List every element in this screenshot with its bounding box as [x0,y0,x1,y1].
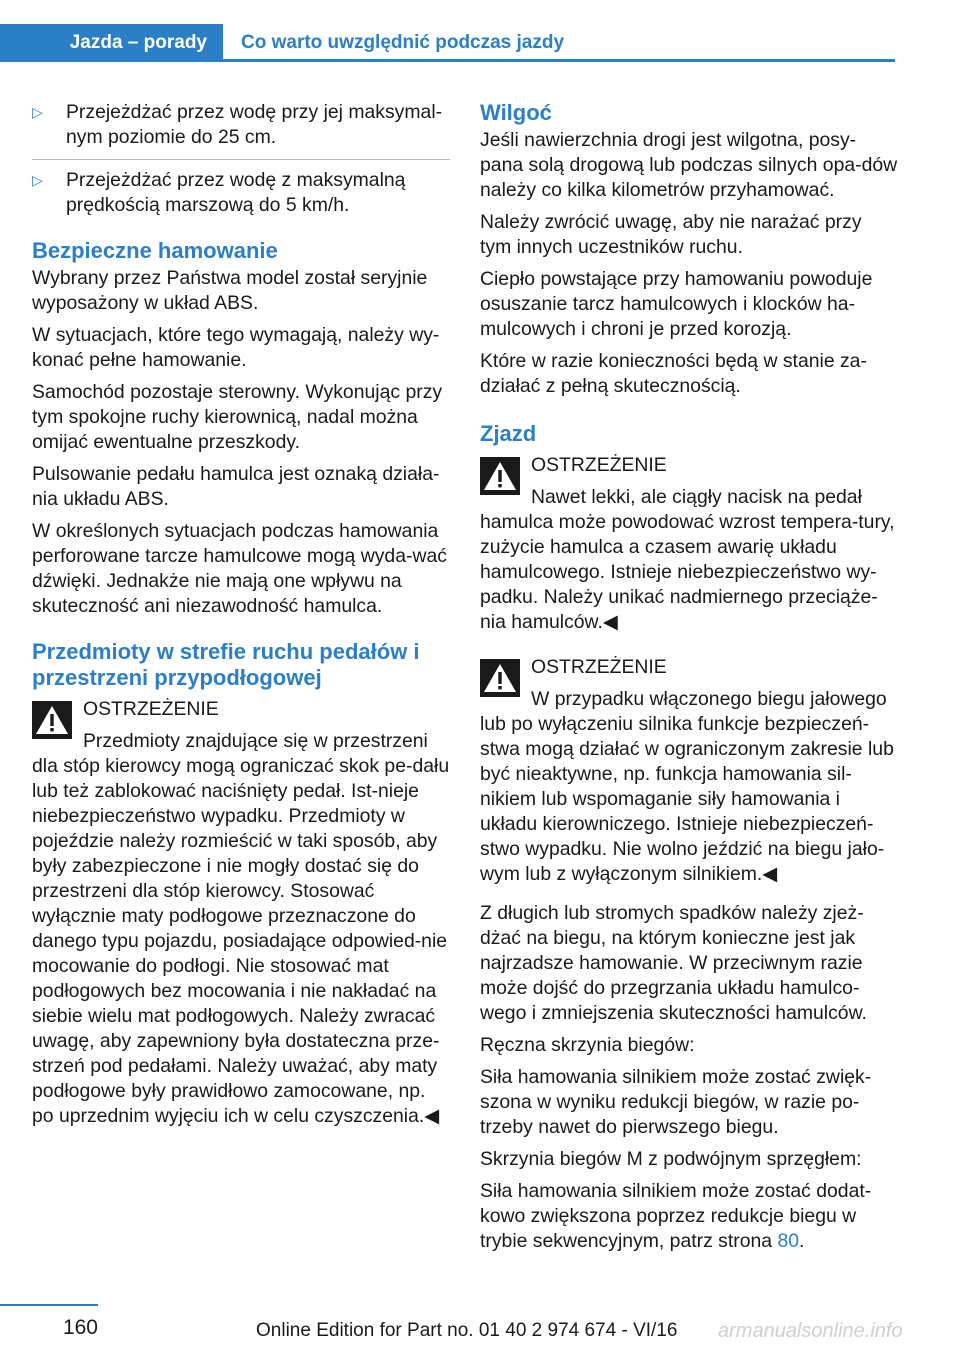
paragraph: Jeśli nawierzchnia drogi jest wilgotna, posy‐pana solą drogową lub podczas silnych opa‐dów należy co kilka kilometrów przyhamować. [480,129,898,201]
warning-triangle-icon [480,659,520,697]
paragraph: Siła hamowania silnikiem może zostać zwięk‐szona w wyniku redukcji biegów, w razie po‐trzeby nawet do pierwszego biegu. [480,1066,872,1138]
paragraph: W sytuacjach, które tego wymagają, należy wy‐konać pełne hamowanie. [32,324,440,371]
section-heading-moisture: Wilgoć [480,100,552,125]
paragraph: Samochód pozostaje sterowny. Wykonując przy tym spokojne ruchy kierownicą, nadal można omijać ewentualne przeszkody. [32,381,443,453]
paragraph: W określonych sytuacjach podczas hamowania perforowane tarcze hamulcowe mogą wyda‐wać dźwięki. Jednakże nie mają one wpływu na skuteczność ani niezawodność hamulca. [32,520,447,617]
list-item [32,100,450,150]
chapter-title: Co warto uwzględnić podczas jazdy [241,32,565,53]
paragraph: Ręczna skrzynia biegów: [480,1034,695,1056]
warning-title: OSTRZEŻENIE [531,454,667,476]
warning-intro: Przedmioty znajdujące się w przestrzeni [83,730,428,752]
warning-body: lub po wyłączeniu silnika funkcje bezpieczeń‐stwa mogą działać w ograniczonym zakresie lub być nieaktywne, np. funkcja hamowania sil‐nikiem lub wspomaganie siły hamowania i układu kierowniczego. Istnieje niebezpieczeń‐stwo wypadku. Nie wolno jeździć na biegu jało‐wym lub z wyłączonym silnikiem.◀ [480,713,894,885]
section-heading-objects: Przedmioty w strefie ruchu pedałów i przestrzeni przypodłogowej [32,639,420,690]
warning-intro: Nawet lekki, ale ciągły nacisk na pedał [531,486,862,508]
page-header [0,24,895,62]
warning-box [480,655,898,887]
section-heading-descent: Zjazd [480,421,537,446]
left-column [32,100,450,1143]
triangle-bullet-icon: ▷ [32,104,43,120]
warning-intro: W przypadku włączonego biegu jałowego [531,688,887,710]
bullet-divider [32,159,450,160]
section-tab: Jazda – porady [0,24,223,62]
paragraph [480,1179,898,1254]
bullet-text: Przejeżdżać przez wodę przy jej maksymal‐nym poziomie do 25 cm. [66,101,443,148]
list-item [32,168,450,218]
edition-note: Online Edition for Part no. 01 40 2 974 674 - VI/16 [256,1320,678,1341]
bullet-text: Przejeżdżać przez wodę z maksymalną prędkością marszową do 5 km/h. [66,169,406,216]
paragraph: Które w razie konieczności będą w stanie za‐działać z pełną skutecznością. [480,350,867,397]
paragraph: Skrzynia biegów M z podwójnym sprzęgłem: [480,1148,862,1170]
warning-box [32,697,450,1129]
paragraph: Ciepło powstające przy hamowaniu powoduje osuszanie tarcz hamulcowych i klocków ha‐mulcowych i chroni je przed korozją. [480,268,873,340]
watermark: armanualsonline.info [718,1320,903,1342]
warning-box [480,453,898,635]
paragraph: Wybrany przez Państwa model został seryjnie wyposażony w układ ABS. [32,267,428,314]
triangle-bullet-icon: ▷ [32,172,43,188]
warning-body: hamulca może powodować wzrost tempera‐tury, zużycie hamulca a czasem awarię układu hamulcowego. Istnieje niebezpieczeństwo wy‐padku. Należy unikać nadmiernego przeciąże‐nia hamulców.◀ [480,511,895,633]
warning-body: dla stóp kierowcy mogą ograniczać skok pe‐dału lub też zablokować naciśnięty pedał. Ist‐nieje niebezpieczeństwo wypadku. Przedmioty w pojeździe należy rozmieścić w taki sposób, aby były zabezpieczone i nie mogły dostać się do przestrzeni dla stóp kierowcy. Stosować wyłącznie maty podłogowe przeznaczone do danego typu pojazdu, posiadające odpowied‐nie mocowanie do podłogi. Nie stosować mat podłogowych bez mocowania i nie nakładać na siebie wielu mat podłogowych. Należy zwracać uwagę, aby zapewniony była dostateczna prze‐strzeń pod pedałami. Należy uważać, aby maty podłogowe były prawidłowo zamocowane, np. po uprzednim wyjęciu ich w celu czyszczenia.◀ [32,755,450,1127]
warning-triangle-icon [480,457,520,495]
section-heading-braking: Bezpieczne hamowanie [32,238,278,263]
paragraph: Z długich lub stromych spadków należy zjeż‐dżać na biegu, na którym konieczne jest jak najrzadsze hamowanie. W przeciwnym razie może dojść do przegrzania układu hamulco‐wego i zmniejszenia skuteczności hamulców. [480,902,867,1024]
paragraph: Należy zwrócić uwagę, aby nie narażać przy tym innych uczestników ruchu. [480,211,862,258]
header-rule [223,59,895,62]
right-column [480,100,898,1261]
warning-triangle-icon [32,701,72,739]
footer-rule [0,1304,98,1306]
warning-title: OSTRZEŻENIE [531,656,667,678]
paragraph-text: Siła hamowania silnikiem może zostać dodat‐kowo zwiększona poprzez redukcje biegu w trybie sekwencyjnym, patrz strona [480,1180,872,1252]
page-reference-link[interactable]: 80 [777,1230,800,1252]
paragraph: Pulsowanie pedału hamulca jest oznaką działa‐nia układu ABS. [32,463,440,510]
page-number: 160 [62,1316,98,1339]
warning-title: OSTRZEŻENIE [83,698,219,720]
paragraph-end: . [799,1230,805,1252]
